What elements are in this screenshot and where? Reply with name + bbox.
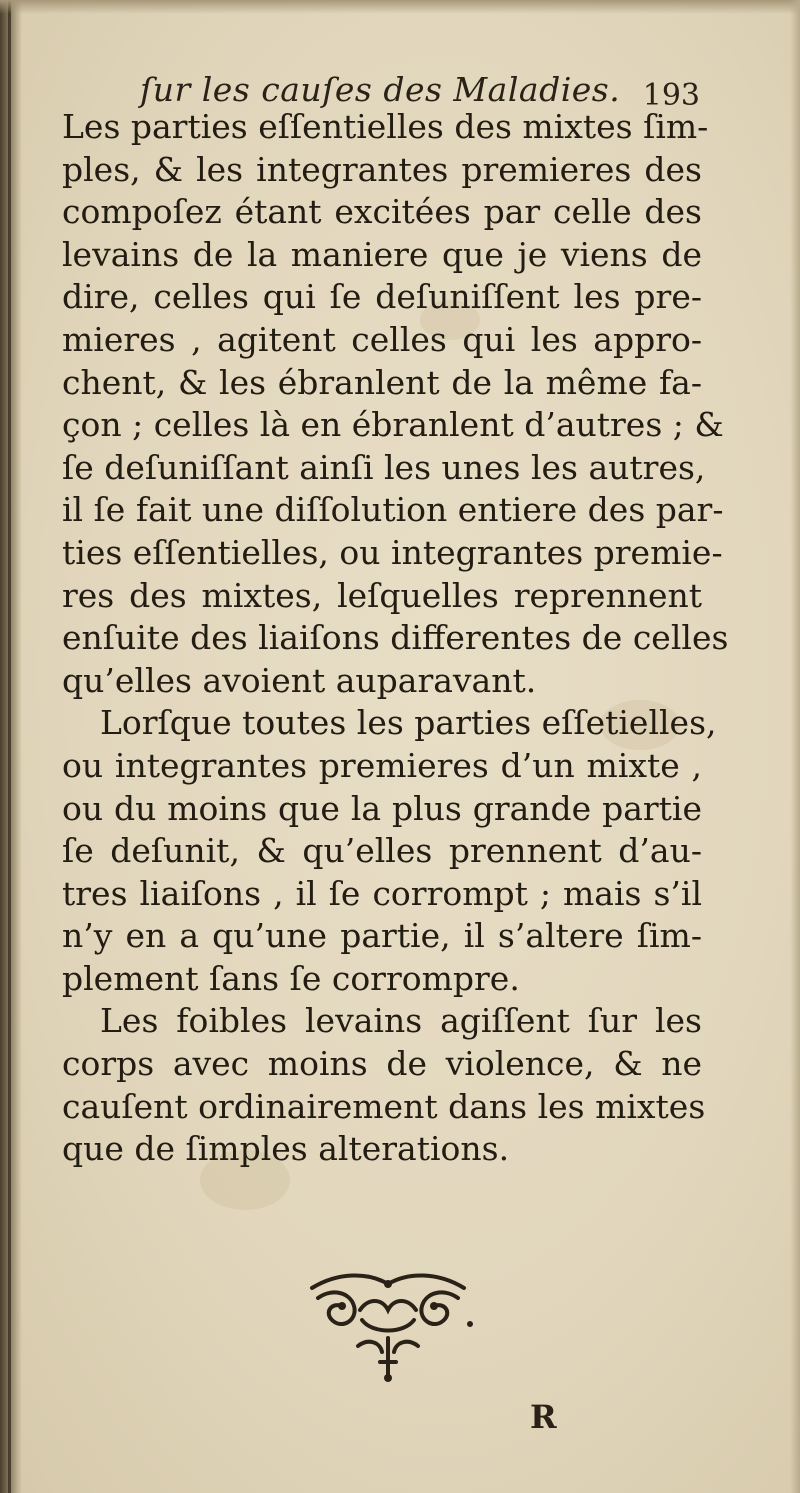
book-spine-shadow bbox=[0, 0, 22, 1493]
text-line: dire, celles qui ſe deſuniſſent les pre- bbox=[62, 277, 702, 317]
text-line: ou du moins que la plus grande partie bbox=[62, 788, 702, 828]
text-line: levains de la maniere que je viens de bbox=[62, 234, 702, 274]
text-line: ties eſſentielles, ou integrantes premie- bbox=[62, 532, 723, 572]
gutter-line bbox=[8, 0, 11, 1493]
text-line: mieres , agitent celles qui les appro- bbox=[62, 319, 702, 359]
text-line: qu’elles avoient auparavant. bbox=[62, 660, 537, 700]
text-line: tres liaiſons , il ſe corrompt ; mais s’il bbox=[62, 873, 702, 913]
paragraph bbox=[62, 702, 717, 1000]
top-edge-shadow bbox=[0, 0, 800, 14]
text-line: plement ſans ſe corrompre. bbox=[62, 958, 520, 998]
text-line: Les foibles levains agiſſent ſur les bbox=[100, 1001, 702, 1041]
text-line: chent, & les ébranlent de la même fa- bbox=[62, 362, 702, 402]
text-line: n’y en a qu’une partie, il s’altere ſim- bbox=[62, 916, 702, 956]
printer-flourish-ornament-icon bbox=[298, 1258, 478, 1388]
text-line: que de ſimples alterations. bbox=[62, 1129, 510, 1169]
text-line: ſe deſuniſſant ainſi les unes les autres, bbox=[62, 447, 706, 487]
paragraph bbox=[62, 1000, 706, 1170]
body-text bbox=[62, 106, 729, 1171]
signature-mark: R bbox=[530, 1398, 557, 1436]
running-title: ſur les cauſes des Maladies. bbox=[140, 70, 621, 109]
right-edge-shadow bbox=[790, 0, 800, 1493]
text-line: çon ; celles là en ébranlent d’autres ; & bbox=[62, 405, 724, 445]
paragraph bbox=[62, 106, 729, 702]
text-line: Les parties eſſentielles des mixtes ſim- bbox=[62, 107, 709, 146]
text-line: ſe deſunit, & qu’elles prennent d’au- bbox=[62, 831, 702, 871]
text-line: Lorſque toutes les parties eſſetielles, bbox=[100, 703, 717, 743]
text-line: compoſez étant excitées par celle des bbox=[62, 192, 702, 232]
text-line: ples, & les integrantes premieres des bbox=[62, 149, 702, 189]
text-line: enſuite des liaiſons differentes de celles bbox=[62, 618, 729, 658]
text-line: cauſent ordinairement dans les mixtes bbox=[62, 1086, 706, 1126]
page-number: 193 bbox=[642, 78, 700, 113]
text-line: res des mixtes, leſquelles reprennent bbox=[62, 575, 702, 615]
text-line: il ſe fait une diſſolution entiere des par- bbox=[62, 490, 724, 530]
text-line: ou integrantes premieres d’un mixte , bbox=[62, 745, 702, 785]
text-line: corps avec moins de violence, & ne bbox=[62, 1044, 702, 1084]
